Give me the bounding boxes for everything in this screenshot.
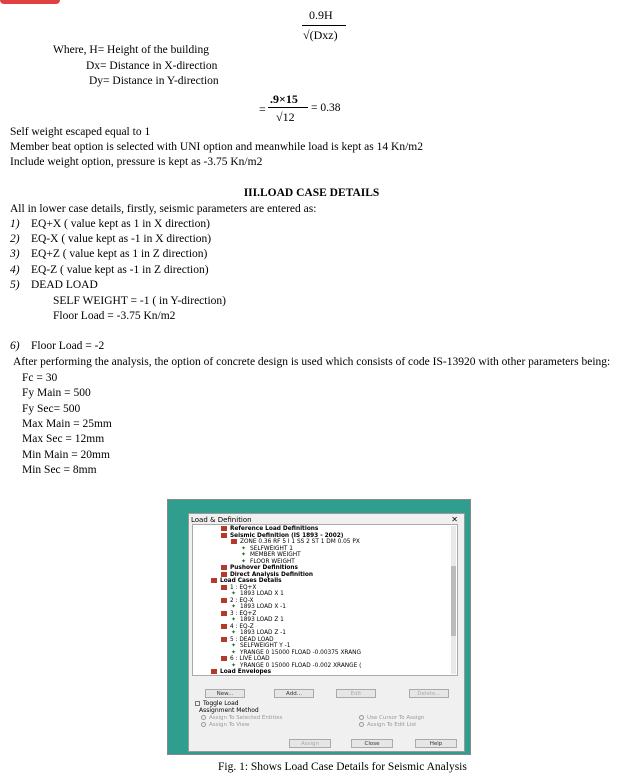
radio-use-cursor[interactable] <box>359 715 424 721</box>
load-folder-icon <box>231 539 237 544</box>
tree-item-label: 6 : LIVE LOAD <box>230 656 270 662</box>
tree-item-label: 1 : EQ+X <box>230 584 257 591</box>
figure-screenshot <box>167 499 471 755</box>
list-text-5: DEAD LOAD <box>31 279 98 291</box>
load-folder-icon <box>221 611 227 616</box>
where-dx: Dx= Distance in X-direction <box>86 60 218 72</box>
load-folder-icon <box>221 572 227 577</box>
after-text: After performing the analysis, the option of concrete design is used which consists of code IS-13920 with other parameters being: <box>13 356 611 368</box>
tree-item-label: 2 : EQ-X <box>230 597 254 604</box>
formula1-numerator: 0.9H <box>309 8 333 22</box>
tree-item-label: 3 : EQ+Z <box>230 610 257 617</box>
load-folder-icon <box>221 624 227 629</box>
tree-item-label: SELFWEIGHT Y -1 <box>240 643 291 649</box>
tree-item-label: 1893 LOAD X -1 <box>240 604 286 610</box>
load-folder-icon <box>221 533 227 538</box>
list-text-1: EQ+X ( value kept as 1 in X direction) <box>31 218 210 230</box>
toggle-load-checkbox[interactable] <box>195 700 239 707</box>
scrollbar-thumb[interactable] <box>451 566 456 636</box>
load-item-icon: ✦ <box>231 642 237 649</box>
dead-sub-1: SELF WEIGHT = -1 ( in Y-direction) <box>53 295 226 307</box>
tree-item-label: YRANGE 0 15000 FLOAD -0.002 XRANGE ( <box>240 662 362 669</box>
close-button[interactable]: Close <box>351 739 393 748</box>
top-decor-bar <box>0 0 60 4</box>
radio-assign-edit-list[interactable] <box>359 722 416 728</box>
tree-item-label: Reference Load Definitions <box>230 526 319 532</box>
load-item-icon: ✦ <box>241 557 247 565</box>
where-dy: Dy= Distance in Y-direction <box>89 75 219 87</box>
close-icon[interactable]: ✕ <box>451 515 458 524</box>
list-num-1: 1) <box>10 218 20 230</box>
edit-button[interactable]: Edit <box>336 689 376 698</box>
para-line-1: Self weight escaped equal to 1 <box>10 126 151 138</box>
list-text-3: EQ+Z ( value kept as 1 in Z direction) <box>31 248 208 260</box>
tree-item-label: 5 : DEAD LOAD <box>230 636 274 643</box>
tree-item[interactable] <box>211 669 271 676</box>
load-folder-icon <box>221 598 227 603</box>
figure-caption: Fig. 1: Shows Load Case Details for Seismic Analysis <box>218 761 467 773</box>
tree-item-label: 1893 LOAD Z -1 <box>240 630 286 636</box>
param-fc: Fc = 30 <box>22 372 58 384</box>
load-tree[interactable] <box>192 524 458 676</box>
section-heading: III.LOAD CASE DETAILS <box>243 187 380 199</box>
intro-text: All in lower case details, firstly, seismic parameters are entered as: <box>10 203 317 215</box>
param-max-sec: Max Sec = 12mm <box>22 433 105 445</box>
where-h: Where, H= Height of the building <box>53 44 209 56</box>
load-folder-icon <box>221 585 227 590</box>
tree-item-label: Load Envelopes <box>220 669 272 675</box>
list-num-3: 3) <box>10 248 20 260</box>
load-folder-icon <box>221 656 227 661</box>
list-num-6: 6) <box>10 340 20 352</box>
load-folder-icon <box>221 565 227 570</box>
formula2-numerator: .9×15 <box>270 92 298 106</box>
radio-assign-edit-list-label: Assign To Edit List <box>367 722 417 728</box>
formula1-fraction-line <box>302 25 346 26</box>
param-max-main: Max Main = 25mm <box>22 418 112 430</box>
formula2-denominator: √12 <box>276 110 295 124</box>
tree-item-label: Seismic Definition (IS 1893 - 2002) <box>230 532 344 539</box>
para-line-2: Member beat option is selected with UNI option and meanwhile load is kept as 14 Kn/m2 <box>10 141 423 153</box>
assign-button[interactable]: Assign <box>289 739 331 748</box>
radio-icon <box>201 722 206 727</box>
load-folder-icon <box>221 526 227 531</box>
formula2-prefix: = <box>259 102 266 116</box>
load-item-icon: ✦ <box>231 616 237 623</box>
list-num-5: 5) <box>10 279 20 291</box>
radio-assign-selected[interactable] <box>201 715 282 721</box>
load-item-icon: ✦ <box>231 590 237 597</box>
tree-item-label: 1893 LOAD Z 1 <box>240 617 284 623</box>
tree-item-label: Pushover Definitions <box>230 565 298 571</box>
param-fy-sec: Fy Sec= 500 <box>22 403 81 415</box>
tree-item-label: FLOOR WEIGHT <box>250 558 295 565</box>
help-button[interactable]: Help <box>415 739 457 748</box>
param-fy-main: Fy Main = 500 <box>22 387 91 399</box>
tree-item-label: ZONE 0.36 RF 5 I 1 SS 2 ST 1 DM 0.05 PX <box>240 539 360 545</box>
param-min-main: Min Main = 20mm <box>22 449 110 461</box>
tree-scrollbar[interactable] <box>451 526 456 674</box>
delete-button[interactable]: Delete... <box>409 689 449 698</box>
para-line-3: Include weight option, pressure is kept as -3.75 Kn/m2 <box>10 156 263 168</box>
tree-item-label: Load Cases Details <box>220 578 282 584</box>
new-button[interactable]: New... <box>205 689 245 698</box>
radio-icon <box>359 715 364 720</box>
tree-item-label: Direct Analysis Definition <box>230 571 314 578</box>
tree-item-label: SELFWEIGHT 1 <box>250 545 293 552</box>
list-num-4: 4) <box>10 264 20 276</box>
load-folder-icon <box>221 637 227 642</box>
formula1-denominator: √(Dxz) <box>303 28 338 42</box>
load-item-icon: ✦ <box>231 648 237 656</box>
list-text-6: Floor Load = -2 <box>31 340 105 352</box>
list-text-4: EQ-Z ( value kept as -1 in Z direction) <box>31 264 209 276</box>
load-folder-icon <box>211 578 217 583</box>
add-button[interactable]: Add... <box>274 689 314 698</box>
radio-assign-view-label: Assign To View <box>209 722 250 728</box>
radio-icon <box>201 715 206 720</box>
formula2-fraction-line <box>268 107 308 108</box>
dead-sub-2: Floor Load = -3.75 Kn/m2 <box>53 310 176 322</box>
load-item-icon: ✦ <box>231 603 237 610</box>
load-item-icon: ✦ <box>231 661 237 669</box>
radio-assign-selected-label: Assign To Selected Entities <box>209 715 283 721</box>
formula2-result: = 0.38 <box>311 102 341 114</box>
assignment-method-label: Assignment Method <box>199 707 259 714</box>
load-definition-dialog <box>188 513 465 752</box>
load-folder-icon <box>211 669 217 674</box>
radio-icon <box>359 722 364 727</box>
tree-item-label: 1893 LOAD X 1 <box>240 591 284 597</box>
load-item-icon: ✦ <box>241 544 247 552</box>
load-item-icon: ✦ <box>231 629 237 636</box>
radio-use-cursor-label: Use Cursor To Assign <box>367 715 425 721</box>
load-item-icon: ✦ <box>241 551 247 558</box>
tree-item-label: 4 : EQ-Z <box>230 623 254 630</box>
list-num-2: 2) <box>10 233 20 245</box>
tree-item-label: YRANGE 0 15000 FLOAD -0.00375 XRANG <box>240 649 362 656</box>
radio-assign-view[interactable] <box>201 722 249 728</box>
param-min-sec: Min Sec = 8mm <box>22 464 97 476</box>
tree-item-label: MEMBER WEIGHT <box>250 552 301 558</box>
list-text-2: EQ-X ( value kept as -1 in X direction) <box>31 233 212 245</box>
dialog-title: Load & Definition <box>191 516 252 524</box>
checkbox-icon <box>195 701 200 706</box>
toggle-load-label: Toggle Load <box>203 700 239 707</box>
